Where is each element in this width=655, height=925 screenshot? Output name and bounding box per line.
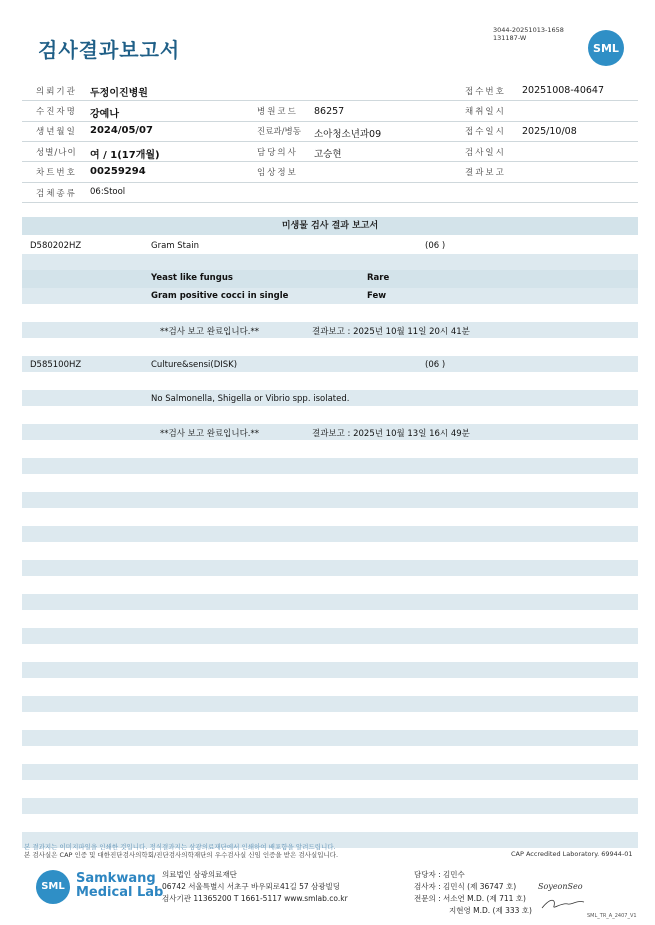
row-band [22,696,638,712]
logo-text: SML [41,881,65,892]
signature: SoyeonSeo [538,882,583,891]
footer-notice-image: 본 결과지는 이미지파일을 인쇄한 것입니다. 정식결과지는 삼광의료재단에서 인쇄하여 배포함을 알려드립니다. [24,843,336,851]
signature-scribble-icon [540,896,586,912]
specialist-2: 지현영 M.D. (제 333 호) [449,906,532,915]
examiner: 검사자 : 김민식 (제 36747 호) [414,882,517,891]
cap-accreditation: CAP Accredited Laboratory. 69944-01 [511,850,633,858]
row-band [22,254,638,270]
test-code: D580202HZ [30,241,82,251]
result-organism: Yeast like fungus [151,273,233,283]
report-time: 결과보고 : 2025년 10월 11일 20시 41분 [312,327,470,337]
test-code: D585100HZ [30,360,82,370]
sml-logo-icon [588,30,624,66]
chart-label: 차트번호 [36,168,77,178]
row-band [22,662,638,678]
test-name: Culture&sensi(DISK) [151,360,238,370]
row-band [22,798,638,814]
receipt-date-label: 접수일시 [465,127,506,137]
section-title: 미생물 검사 결과 보고서 [22,217,638,235]
manager: 담당자 : 김민수 [414,870,465,879]
result-amount: Few [367,291,387,301]
logo-text: SML [593,42,619,55]
row-band [22,270,638,288]
form-code: SML_TR_A_2407_V1 [587,913,637,919]
report-label: 결과보고 [465,168,506,178]
row-band [22,764,638,780]
result-text: No Salmonella, Shigella or Vibrio spp. isolated. [151,394,350,404]
row-band [22,594,638,610]
brand-line1: Samkwang [76,871,156,886]
receipt-no-value: 20251008-40647 [522,85,605,96]
row-band [22,526,638,542]
row-band [22,288,638,304]
row-band [22,356,638,372]
hospcode-label: 병원코드 [257,107,298,117]
result-amount: Rare [367,273,390,283]
collect-label: 채취일시 [465,107,506,117]
exam-date-label: 검사일시 [465,148,506,158]
chart-value: 00259294 [90,166,146,177]
sml-logo-icon [36,870,70,904]
org-info [162,869,348,905]
staff-info [414,869,532,917]
specialist-1: 전문의 : 서소연 M.D. (제 711 호) [414,894,526,903]
report-complete-text: **검사 보고 완료입니다.** [160,429,260,439]
clinical-label: 임상정보 [257,168,298,178]
doctor-value: 고승현 [314,149,342,160]
client-value: 두정이진병원 [90,88,148,99]
org-name: 의료법인 삼광의료재단 [162,870,237,879]
document-id [493,26,564,42]
org-contact: 검사기관 11365200 T 1661-5117 www.smlab.co.kr [162,894,348,903]
report-complete-text: **검사 보고 완료입니다.** [160,327,260,337]
row-band [22,458,638,474]
document-id-line1: 3044-20251013-1658 [493,26,564,34]
specimen-label: 검체종류 [36,189,77,199]
test-spec: (06 ) [425,241,446,251]
org-address: 06742 서울특별시 서초구 바우뫼로41길 57 삼광빌딩 [162,882,341,891]
name-label: 수진자명 [36,107,77,117]
sexage-label: 성별/나이 [36,148,77,158]
client-label: 의뢰기관 [36,87,77,97]
dept-label: 진료과/병동 [257,127,301,137]
test-name: Gram Stain [151,241,199,251]
dob-value: 2024/05/07 [90,125,153,136]
result-organism: Gram positive cocci in single [151,291,289,301]
test-spec: (06 ) [425,360,446,370]
row-band [22,560,638,576]
brand-name [76,872,163,900]
hospcode-value: 86257 [314,106,345,117]
dob-label: 생년월일 [36,127,77,137]
name-value: 강예나 [90,109,119,120]
row-band [22,628,638,644]
receipt-date-value: 2025/10/08 [522,126,577,137]
specimen-value: 06:Stool [90,187,126,197]
document-id-line2: 131187-W [493,34,527,42]
doctor-label: 담당의사 [257,148,298,158]
row-band [22,730,638,746]
row-band [22,492,638,508]
brand-line2: Medical Lab [76,885,164,900]
sexage-value: 여 / 1(17개월) [90,150,160,161]
dept-value: 소아청소년과09 [314,129,382,140]
page-title: 검사결과보고서 [38,38,181,62]
report-time: 결과보고 : 2025년 10월 13일 16시 49분 [312,429,470,439]
footer-notice-cap: 본 검사실은 CAP 인증 및 대한진단검사의학회/진단검사의학재단의 우수검사실 신임 인증을 받은 검사실입니다. [24,851,339,859]
receipt-no-label: 접수번호 [465,87,506,97]
